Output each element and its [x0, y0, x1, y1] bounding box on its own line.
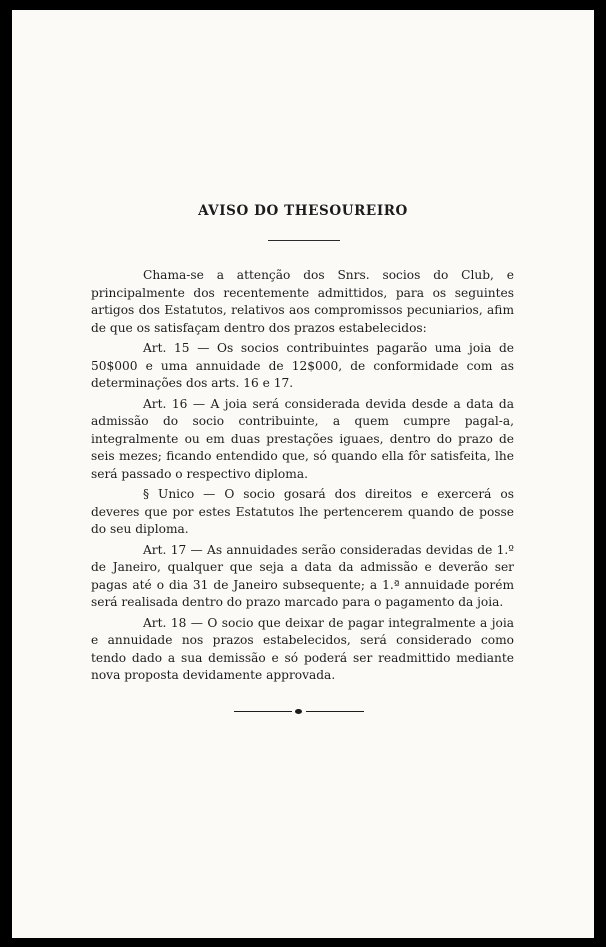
paragraph-intro: Chama-se a attenção dos Snrs. socios do Club, e principalmente dos recentemente admittidos, para os seguintes artigos dos Estatutos, relativos aos compromissos pecuniarios, afim de que os satisfaçam dentro dos prazos estabelecidos:: [91, 268, 514, 335]
ornament-line-right: [306, 711, 364, 712]
paragraph-art-16: Art. 16 — A joia será considerada devida desde a data da admissão do socio contribuinte, a quem cumpre pagal-a, integralmente ou em duas prestações iguaes, dentro do prazo de seis mezes; ficando entendido que, só quando ella fôr satisfeita, lhe será passado o respectivo diploma.: [91, 396, 514, 481]
paragraph-art-17: Art. 17 — As annuidades serão consideradas devidas de 1.º de Janeiro, qualquer que seja a data da admissão e deverão ser pagas até o dia 31 de Janeiro subsequente; a 1.ª annuidade porém será realisada dentro do prazo marcado para o pagamento da joia.: [91, 542, 514, 609]
document-body: [91, 267, 514, 685]
end-ornament: [234, 710, 364, 714]
page-title: AVISO DO THESOUREIRO: [198, 203, 408, 219]
paragraph-art-15: Art. 15 — Os socios contribuintes pagarão uma joia de 50$000 e uma annuidade de 12$000, de conformidade com as determinações dos arts. 16 e 17.: [91, 341, 514, 390]
document-page: [12, 10, 594, 938]
ornament-dot-icon: [295, 709, 302, 714]
paragraph-art-18: Art. 18 — O socio que deixar de pagar integralmente a joia e annuidade nos prazos estabelecidos, será considerado como tendo dado a sua demissão e só poderá ser readmittido mediante nova proposta devidamente approvada.: [91, 615, 514, 682]
ornament-line-left: [234, 711, 292, 712]
paragraph-unico: § Unico — O socio gosará dos direitos e exercerá os deveres que por estes Estatutos lhe pertencerem quando de posse do seu diploma.: [91, 487, 514, 536]
title-divider: [268, 240, 340, 241]
